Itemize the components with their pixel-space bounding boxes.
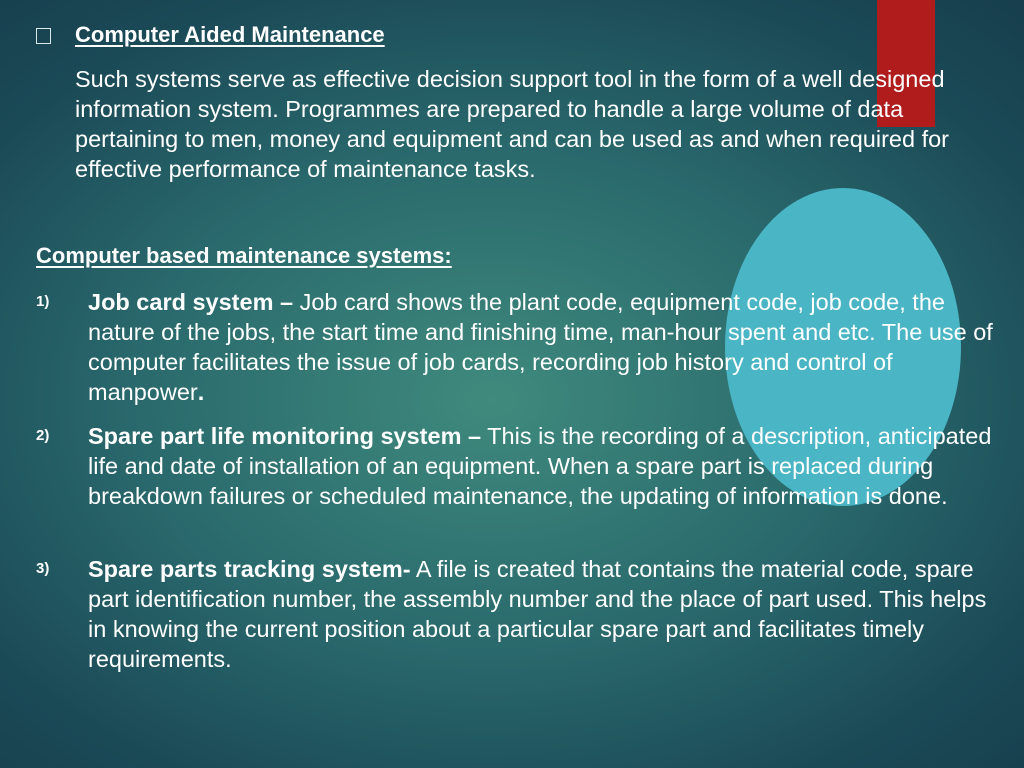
list-text — [88, 287, 998, 407]
list-body: A file is created that contains the material code, spare part identification number, the assembly number and the place of part used. This helps in knowing the current position about a particular spare part and facilitates timely requirements. — [88, 556, 987, 672]
list-number: 2) — [36, 427, 50, 444]
list-body: This is the recording of a description, anticipated life and date of installation of an equipment. When a spare part is replaced during breakdown failures or scheduled maintenance, the updating of information is done. — [88, 423, 992, 509]
section-heading-cam: Computer Aided Maintenance — [75, 22, 385, 47]
section-heading-systems: Computer based maintenance systems: — [36, 243, 452, 268]
list-number: 3) — [36, 560, 50, 577]
list-end: . — [197, 379, 205, 405]
list-title: Job card system – — [88, 289, 294, 315]
list-title: Spare parts tracking system- — [88, 556, 411, 582]
list-text — [88, 421, 998, 511]
list-text — [88, 554, 998, 674]
section-paragraph: Such systems serve as effective decision support tool in the form of a well designed information system. Programmes are prepared to handle a large volume of data pertaining to men, money and equipment and can be used as and when required for effective performance of maintenance tasks. — [75, 66, 949, 182]
list-title: Spare part life monitoring system – — [88, 423, 482, 449]
list-number: 1) — [36, 293, 50, 310]
list-body: Job card shows the plant code, equipment code, job code, the nature of the jobs, the start time and finishing time, man-hour spent and etc. The use of computer facilitates the issue of job cards, recording job history and control of manpower — [88, 289, 993, 405]
bullet-box-icon — [36, 28, 51, 44]
